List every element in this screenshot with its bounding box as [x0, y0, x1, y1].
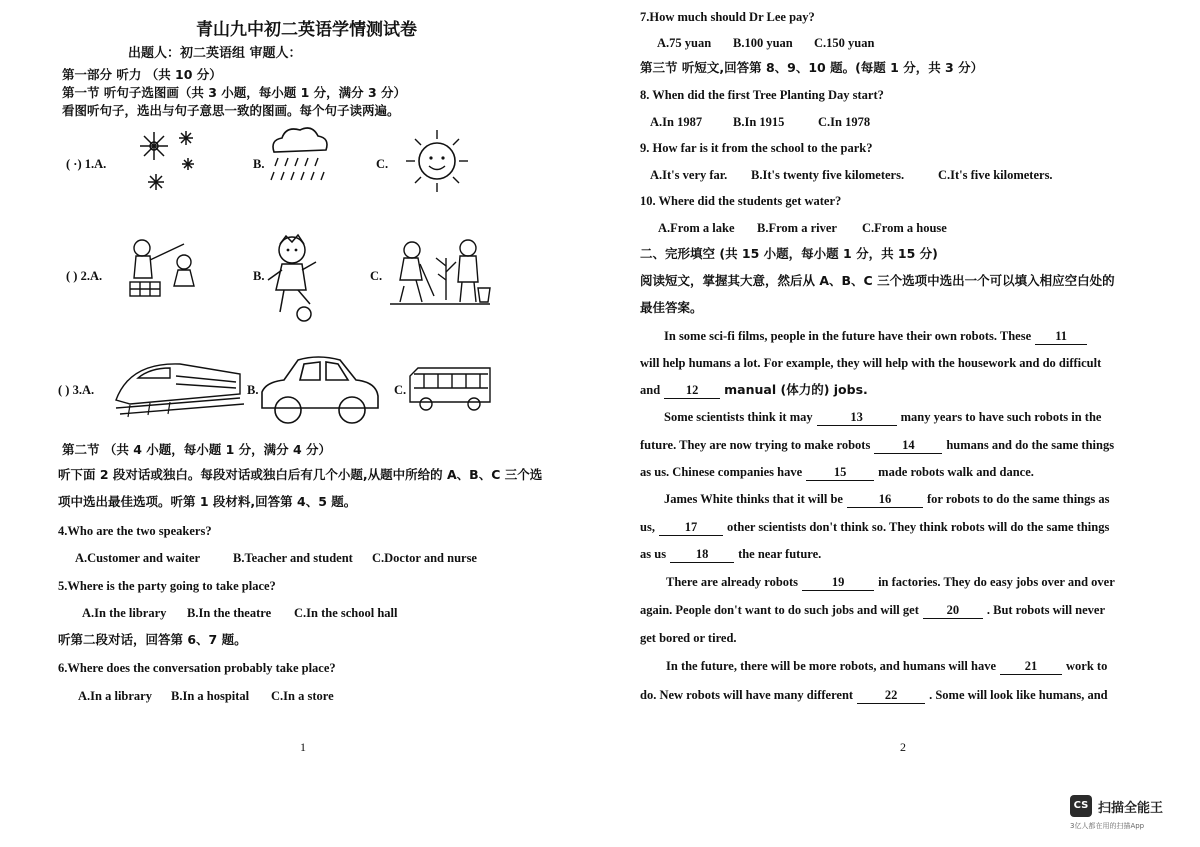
- q9-text: 9. How far is it from the school to the park?: [640, 141, 873, 155]
- q1-option-c: C.: [376, 157, 389, 171]
- q9-option-a: A.It's very far.: [650, 168, 728, 182]
- passage-line-8: [640, 519, 1109, 536]
- section2-instruction-1: 听下面 2 段对话或独白。每段对话或独白后有几个小题,从题中所给的 A、B、C 三个选: [58, 467, 543, 482]
- passage-text: humans and do the same things: [946, 438, 1115, 452]
- passage-text: as us. Chinese companies have: [640, 465, 803, 479]
- passage-text: In the future, there will be more robots, and humans will have: [666, 659, 996, 673]
- blank-12: 12: [664, 382, 720, 399]
- passage-text: made robots walk and dance.: [878, 465, 1034, 479]
- section1-instruction: 看图听句子，选出与句子意思一致的图画。每个句子读两遍。: [62, 103, 400, 118]
- blank-22: 22: [857, 687, 925, 704]
- picnic-kids-image: [124, 234, 214, 300]
- blank-16: 16: [847, 491, 923, 508]
- passage-text: other scientists don't think so. They think robots will do the same things: [726, 520, 1110, 534]
- q10-option-a: A.From a lake: [658, 221, 735, 235]
- passage-line-11: [640, 602, 1105, 619]
- passage-text: in factories. They do easy jobs over and over: [878, 575, 1115, 589]
- blank-14: 14: [874, 437, 942, 454]
- section2-instruction-2: 项中选出最佳选项。听第 1 段材料,回答第 4、5 题。: [58, 494, 357, 509]
- q9-option-b: B.It's twenty five kilometers.: [751, 168, 905, 182]
- q5-option-b: B.In the theatre: [187, 606, 272, 620]
- tree-planting-image: [382, 236, 492, 308]
- passage-line-1: [664, 328, 1091, 345]
- blank-19: 19: [802, 574, 874, 591]
- q4-option-b: B.Teacher and student: [233, 551, 353, 565]
- q8-option-b: B.In 1915: [733, 115, 785, 129]
- passage-line-7: [664, 491, 1110, 508]
- passage-text: us,: [640, 520, 655, 534]
- sun-image: [404, 128, 470, 194]
- passage-text: and: [640, 383, 661, 397]
- q4-text: 4.Who are the two speakers?: [58, 524, 212, 538]
- blank-11: 11: [1035, 328, 1087, 345]
- blank-18: 18: [670, 546, 734, 563]
- passage-text: James White thinks that it will be: [664, 492, 843, 506]
- passage-text: again. People don't want to do such jobs and will get: [640, 603, 919, 617]
- section1-heading: 第一节 听句子选图画（共 3 小题，每小题 1 分，满分 3 分）: [62, 85, 407, 100]
- page-number-2: 2: [900, 740, 906, 754]
- passage-line-6: [640, 464, 1034, 481]
- car-image: [258, 352, 382, 428]
- section3-heading: 第三节 听短文,回答第 8、9、10 题。(每题 1 分，共 3 分）: [640, 60, 984, 75]
- passage-line-2: will help humans a lot. For example, they will help with the housework and do difficult: [640, 356, 1102, 370]
- q7-option-a: A.75 yuan: [657, 36, 712, 50]
- passage-text: do. New robots will have many different: [640, 688, 854, 702]
- page-title: 青山九中初二英语学情测试卷: [196, 20, 417, 40]
- train-image: [110, 354, 244, 420]
- q10-text: 10. Where did the students get water?: [640, 194, 842, 208]
- q1-option-b: B.: [253, 157, 265, 171]
- q3-option-c: C.: [394, 383, 407, 397]
- q6-option-c: C.In a store: [271, 689, 334, 703]
- q2-label: ( ) 2.A.: [66, 269, 103, 283]
- page-number-1: 1: [300, 740, 306, 754]
- passage-text: Some scientists think it may: [664, 410, 813, 424]
- passage-text: There are already robots: [666, 575, 799, 589]
- scanner-watermark: [1070, 795, 1182, 833]
- q6-text: 6.Where does the conversation probably take place?: [58, 661, 336, 675]
- passage-text: . But robots will never: [986, 603, 1106, 617]
- blank-20: 20: [923, 602, 983, 619]
- q4-option-c: C.Doctor and nurse: [372, 551, 477, 565]
- blank-15: 15: [806, 464, 874, 481]
- q2-option-b: B.: [253, 269, 265, 283]
- passage-text: . Some will look like humans, and: [929, 688, 1108, 702]
- q5-option-a: A.In the library: [82, 606, 167, 620]
- passage-line-5: [640, 437, 1114, 454]
- passage-line-3: [640, 382, 868, 399]
- passage-line-9: [640, 546, 821, 563]
- watermark-subtitle: 3亿人都在用的扫描App: [1070, 822, 1145, 830]
- passage-line-10: [666, 574, 1115, 591]
- passage-line-4: [664, 409, 1101, 426]
- snowflake-image: [132, 124, 204, 196]
- blank-21: 21: [1000, 658, 1062, 675]
- passage-text: as us: [640, 547, 667, 561]
- q1-label: ( ·) 1.A.: [66, 157, 107, 171]
- football-boy-image: [262, 232, 326, 324]
- bus-image: [404, 362, 494, 412]
- q10-option-b: B.From a river: [757, 221, 837, 235]
- q3-label: ( ) 3.A.: [58, 383, 95, 397]
- cloze-heading: 二、完形填空 (共 15 小题，每小题 1 分，共 15 分): [640, 246, 938, 261]
- blank-17: 17: [659, 519, 723, 536]
- section2-heading: 第二节 （共 4 小题，每小题 1 分，满分 4 分）: [62, 442, 332, 457]
- q5-text: 5.Where is the party going to take place?: [58, 579, 276, 593]
- passage-line-13: [666, 658, 1107, 675]
- cloze-instruction-2: 最佳答案。: [640, 300, 703, 315]
- passage-text: the near future.: [738, 547, 822, 561]
- passage-text: In some sci-fi films, people in the future have their own robots. These: [664, 329, 1032, 343]
- passage-text: for robots to do the same things as: [926, 492, 1110, 506]
- blank-13: 13: [817, 409, 897, 426]
- passage-line-12: get bored or tired.: [640, 631, 737, 645]
- author-line: 出题人：初二英语组 审题人：: [128, 46, 302, 61]
- segment2-instruction: 听第二段对话，回答第 6、7 题。: [58, 632, 247, 647]
- q8-option-a: A.In 1987: [650, 115, 703, 129]
- q8-text: 8. When did the first Tree Planting Day start?: [640, 88, 884, 102]
- q7-option-c: C.150 yuan: [814, 36, 875, 50]
- q7-option-b: B.100 yuan: [733, 36, 793, 50]
- passage-text: future. They are now trying to make robots: [640, 438, 871, 452]
- rain-cloud-image: [262, 122, 334, 194]
- q5-option-c: C.In the school hall: [294, 606, 398, 620]
- q3-option-b: B.: [247, 383, 259, 397]
- passage-line-14: [640, 687, 1108, 704]
- cs-logo-icon: CS: [1070, 795, 1092, 817]
- q6-option-b: B.In a hospital: [171, 689, 250, 703]
- q6-option-a: A.In a library: [78, 689, 152, 703]
- q2-option-c: C.: [370, 269, 383, 283]
- q7-text: 7.How much should Dr Lee pay?: [640, 10, 815, 24]
- passage-text: work to: [1066, 659, 1108, 673]
- q4-option-a: A.Customer and waiter: [75, 551, 201, 565]
- q10-option-c: C.From a house: [862, 221, 947, 235]
- passage-text: manual (体力的) jobs.: [724, 382, 868, 397]
- q9-option-c: C.It's five kilometers.: [938, 168, 1053, 182]
- watermark-name: 扫描全能王: [1098, 801, 1164, 816]
- cloze-instruction-1: 阅读短文，掌握其大意，然后从 A、B、C 三个选项中选出一个可以填入相应空白处的: [640, 273, 1115, 288]
- part1-heading: 第一部分 听力 （共 10 分）: [62, 67, 222, 82]
- q8-option-c: C.In 1978: [818, 115, 871, 129]
- passage-text: many years to have such robots in the: [900, 410, 1102, 424]
